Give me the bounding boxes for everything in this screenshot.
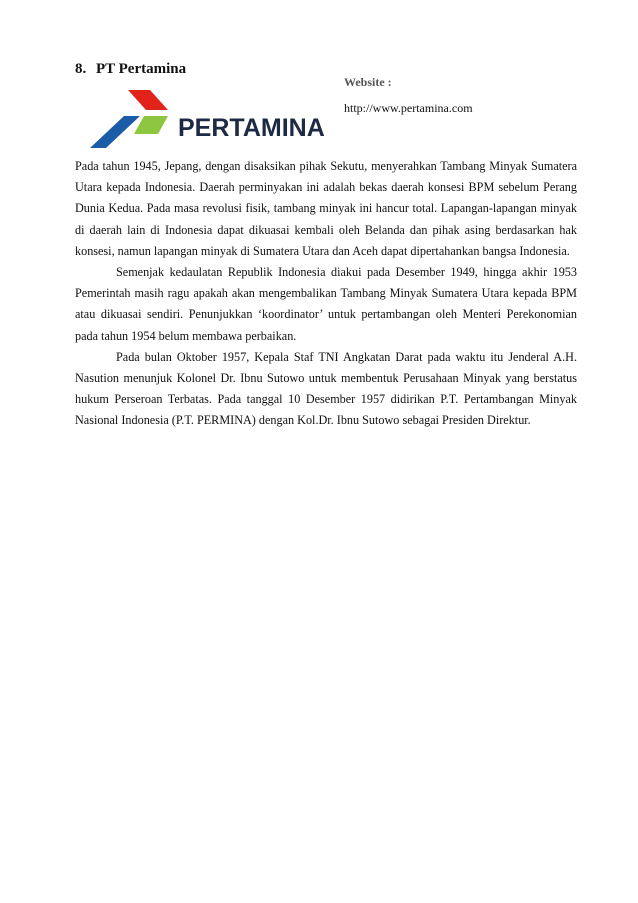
paragraph-1: Pada tahun 1945, Jepang, dengan disaksikan pihak Sekutu, menyerahkan Tambang Minyak Sumatera Utara kepada Indonesia. Daerah perminyakan ini adalah bekas daerah konsesi BPM sebelum Perang Dunia Kedua. Pada masa revolusi fisik, tambang minyak ini hancur total. Lapangan-lapangan minyak di daerah lain di Indonesia dapat dikuasai kembali oleh Belanda dan pihak asing berdasarkan hak konsesi, namun lapangan minyak di Sumatera Utara dan Aceh dapat dipertahankan bangsa Indonesia. — [75, 159, 577, 258]
paragraph-3: Pada bulan Oktober 1957, Kepala Staf TNI Angkatan Darat pada waktu itu Jenderal A.H. Nasution menunjuk Kolonel Dr. Ibnu Sutowo untuk membentuk Perusahaan Minyak yang berstatus hukum Perseroan Terbatas. Pada tanggal 10 Desember 1957 didirikan P.T. Pertambangan Minyak Nasional Indonesia (P.T. PERMINA) dengan Kol.Dr. Ibnu Sutowo sebagai Presiden Direktur. — [75, 349, 577, 428]
logo-blue-shape — [90, 116, 140, 148]
website-block — [344, 75, 473, 116]
website-url[interactable]: http://www.pertamina.com — [344, 101, 473, 115]
logo-red-shape — [128, 90, 168, 110]
section-heading — [75, 61, 186, 78]
logo-wordmark: PERTAMINA — [178, 114, 325, 142]
body-text — [75, 156, 577, 432]
website-label: Website : — [344, 75, 392, 89]
pertamina-logo — [88, 86, 340, 152]
paragraph-2: Semenjak kedaulatan Republik Indonesia diakui pada Desember 1949, hingga akhir 1953 Pemerintah masih ragu apakah akan mengembalikan Tambang Minyak Sumatera Utara kepada BPM atau dikuasai sendiri. Penunjukkan ‘koordinator’ untuk pertambangan oleh Menteri Perekonomian pada tahun 1954 belum membawa perbaikan. — [75, 265, 577, 343]
section-number: 8. — [75, 61, 87, 77]
logo-green-shape — [134, 116, 168, 134]
section-title: PT Pertamina — [96, 61, 187, 77]
